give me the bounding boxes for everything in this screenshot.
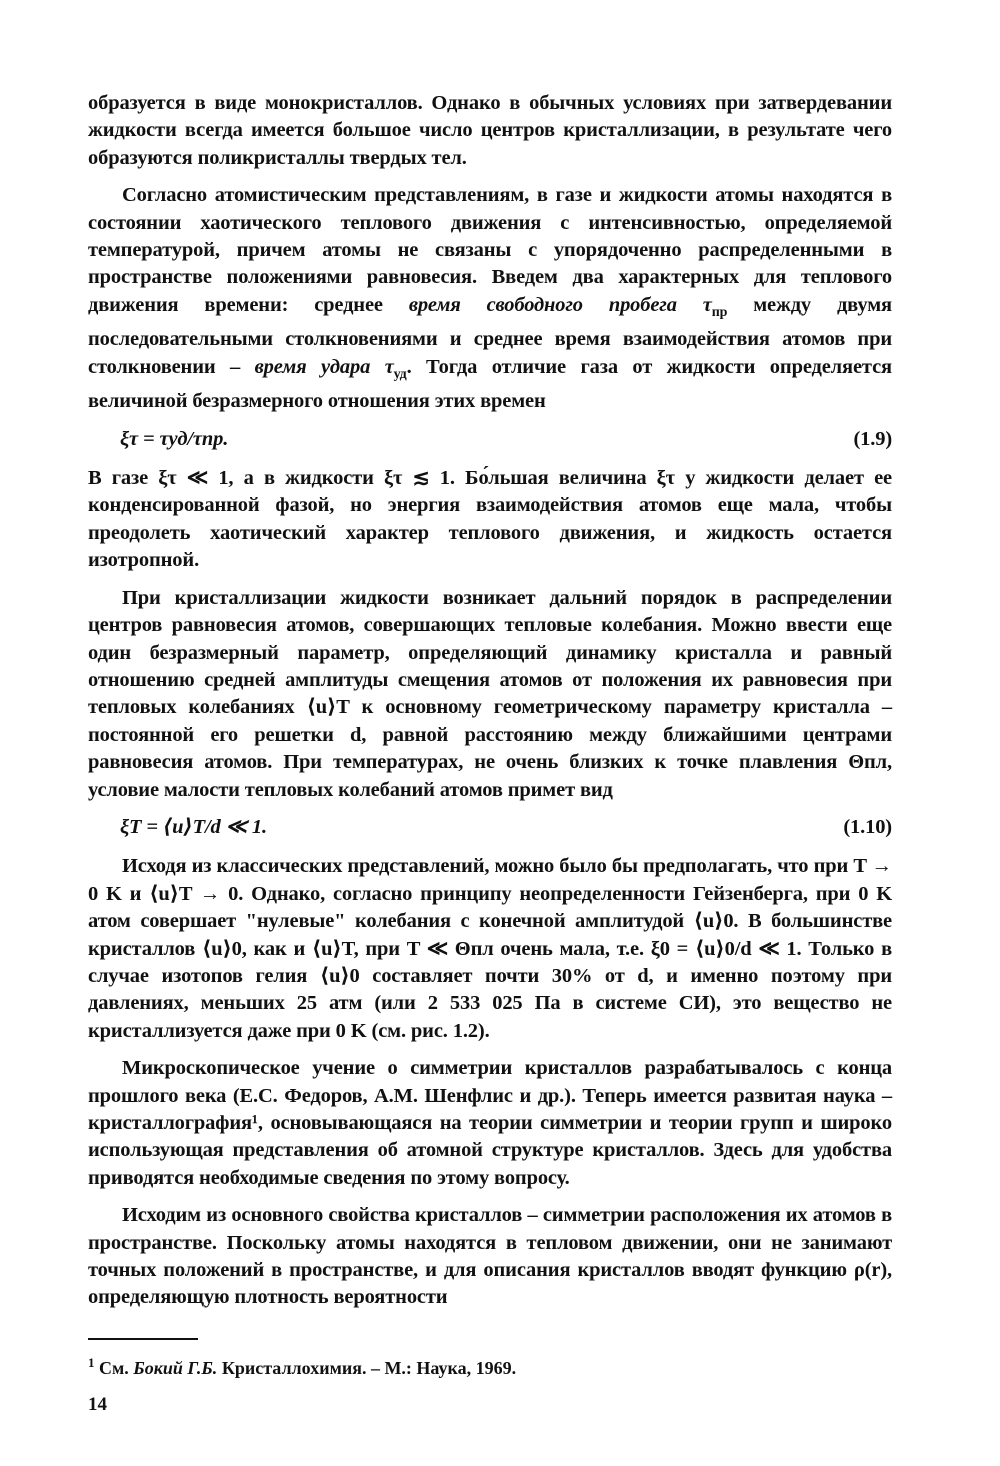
equation-1-10-number: (1.10) bbox=[843, 815, 892, 838]
tau-pr-symbol: τ bbox=[702, 293, 712, 316]
footnote-mark: 1 bbox=[88, 1355, 95, 1370]
equation-1-10-formula: ξT = ⟨u⟩T/d ≪ 1. bbox=[120, 815, 267, 838]
term-free-path-time: время свободного пробега bbox=[408, 293, 677, 316]
equation-1-10 bbox=[88, 814, 892, 841]
paragraph-2-text-a: Согласно атомистическим представлениям, в газе и жидкости атомы находятся в состоянии хаотического теплового движения с интенсивностью, определяемой температурой, причем атомы не связаны с упорядоченно распределенными в пространстве положениями равновесия. Введем два характерных для теплового движения времени: среднее bbox=[88, 184, 892, 316]
footnote-author: Бокий Г.Б. bbox=[133, 1358, 218, 1378]
equation-1-9-number: (1.9) bbox=[853, 427, 892, 450]
footnote-divider bbox=[88, 1338, 198, 1340]
paragraph-2-text-c: . Тогда отличие газа от жидкости определяется величиной безразмерного отношения этих времен bbox=[88, 355, 892, 413]
footnote bbox=[88, 1355, 892, 1379]
equation-1-9-formula: ξτ = τуд/τпр. bbox=[120, 427, 229, 450]
paragraph-3: В газе ξτ ≪ 1, а в жидкости ξτ ≲ 1. Бо́льшая величина ξτ у жидкости делает ее конденсированной фазой, но энергия взаимодействия атомов еще мала, чтобы преодолеть хаотический характер теплового движения, и жидкость остается изотропной. bbox=[88, 467, 892, 572]
page-number: 14 bbox=[88, 1394, 107, 1415]
tau-ud-symbol: τ bbox=[384, 355, 394, 378]
term-impact-time: время удара bbox=[254, 355, 371, 378]
equation-1-9 bbox=[88, 426, 892, 453]
tau-ud-subscript: уд bbox=[393, 366, 407, 382]
footnote-prefix: См. bbox=[99, 1358, 134, 1378]
paragraph-2-text-b: между двумя последовательными столкновениями и среднее время взаимодействия атомов при столкновении – bbox=[88, 293, 892, 378]
tau-pr-subscript: пр bbox=[711, 304, 728, 320]
paragraph-5: Исходя из классических представлений, можно было бы предполагать, что при T → 0 K и ⟨u⟩T → 0. Однако, согласно принципу неопределенности Гейзенберга, при 0 K атом совершает "нулевые" колебания с конечной амплитудой ⟨u⟩0. В большинстве кристаллов ⟨u⟩0, как и ⟨u⟩T, при T ≪ Θпл очень мала, т.е. ξ0 = ⟨u⟩0/d ≪ 1. Только в случае изотопов гелия ⟨u⟩0 составляет почти 30% от d, и именно поэтому при давлениях, меньших 25 атм (или 2 533 025 Па в системе СИ), это вещество не кристаллизуется даже при 0 K (см. рис. 1.2). bbox=[88, 855, 892, 1042]
paragraph-7: Исходим из основного свойства кристаллов – симметрии расположения их атомов в пространстве. Поскольку атомы находятся в тепловом движении, они не занимают точных положений в пространстве, и для описания кристаллов вводят функцию ρ(r), определяющую плотность вероятности bbox=[88, 1204, 892, 1309]
paragraph-6: Микроскопическое учение о симметрии кристаллов разрабатывалось с конца прошлого века (Е.С. Федоров, А.М. Шенфлис и др.). Теперь имеется развитая наука – кристаллография¹, основывающаяся на теории симметрии и теории групп и широко использующая представления об атомной структуре кристаллов. Здесь для удобства приводятся необходимые сведения по этому вопросу. bbox=[88, 1057, 892, 1189]
body-text bbox=[88, 90, 892, 1322]
footnote-citation: Кристаллохимия. – М.: Наука, 1969. bbox=[217, 1358, 517, 1378]
paragraph-2 bbox=[88, 182, 892, 415]
paragraph-1: образуется в виде монокристаллов. Однако в обычных условиях при затвердевании жидкости всегда имеется большое число центров кристаллизации, в результате чего образуются поликристаллы твердых тел. bbox=[88, 92, 892, 169]
paragraph-4: При кристаллизации жидкости возникает дальний порядок в распределении центров равновесия атомов, совершающих тепловые колебания. Можно ввести еще один безразмерный параметр, определяющий динамику кристалла и равный отношению средней амплитуды смещения атомов от положения их равновесия при тепловых колебаниях ⟨u⟩T к основному геометрическому параметру кристалла – постоянной его решетки d, равной расстоянию между ближайшими центрами равновесия атомов. При температурах, не очень близких к точке плавления Θпл, условие малости тепловых колебаний атомов примет вид bbox=[88, 586, 892, 801]
